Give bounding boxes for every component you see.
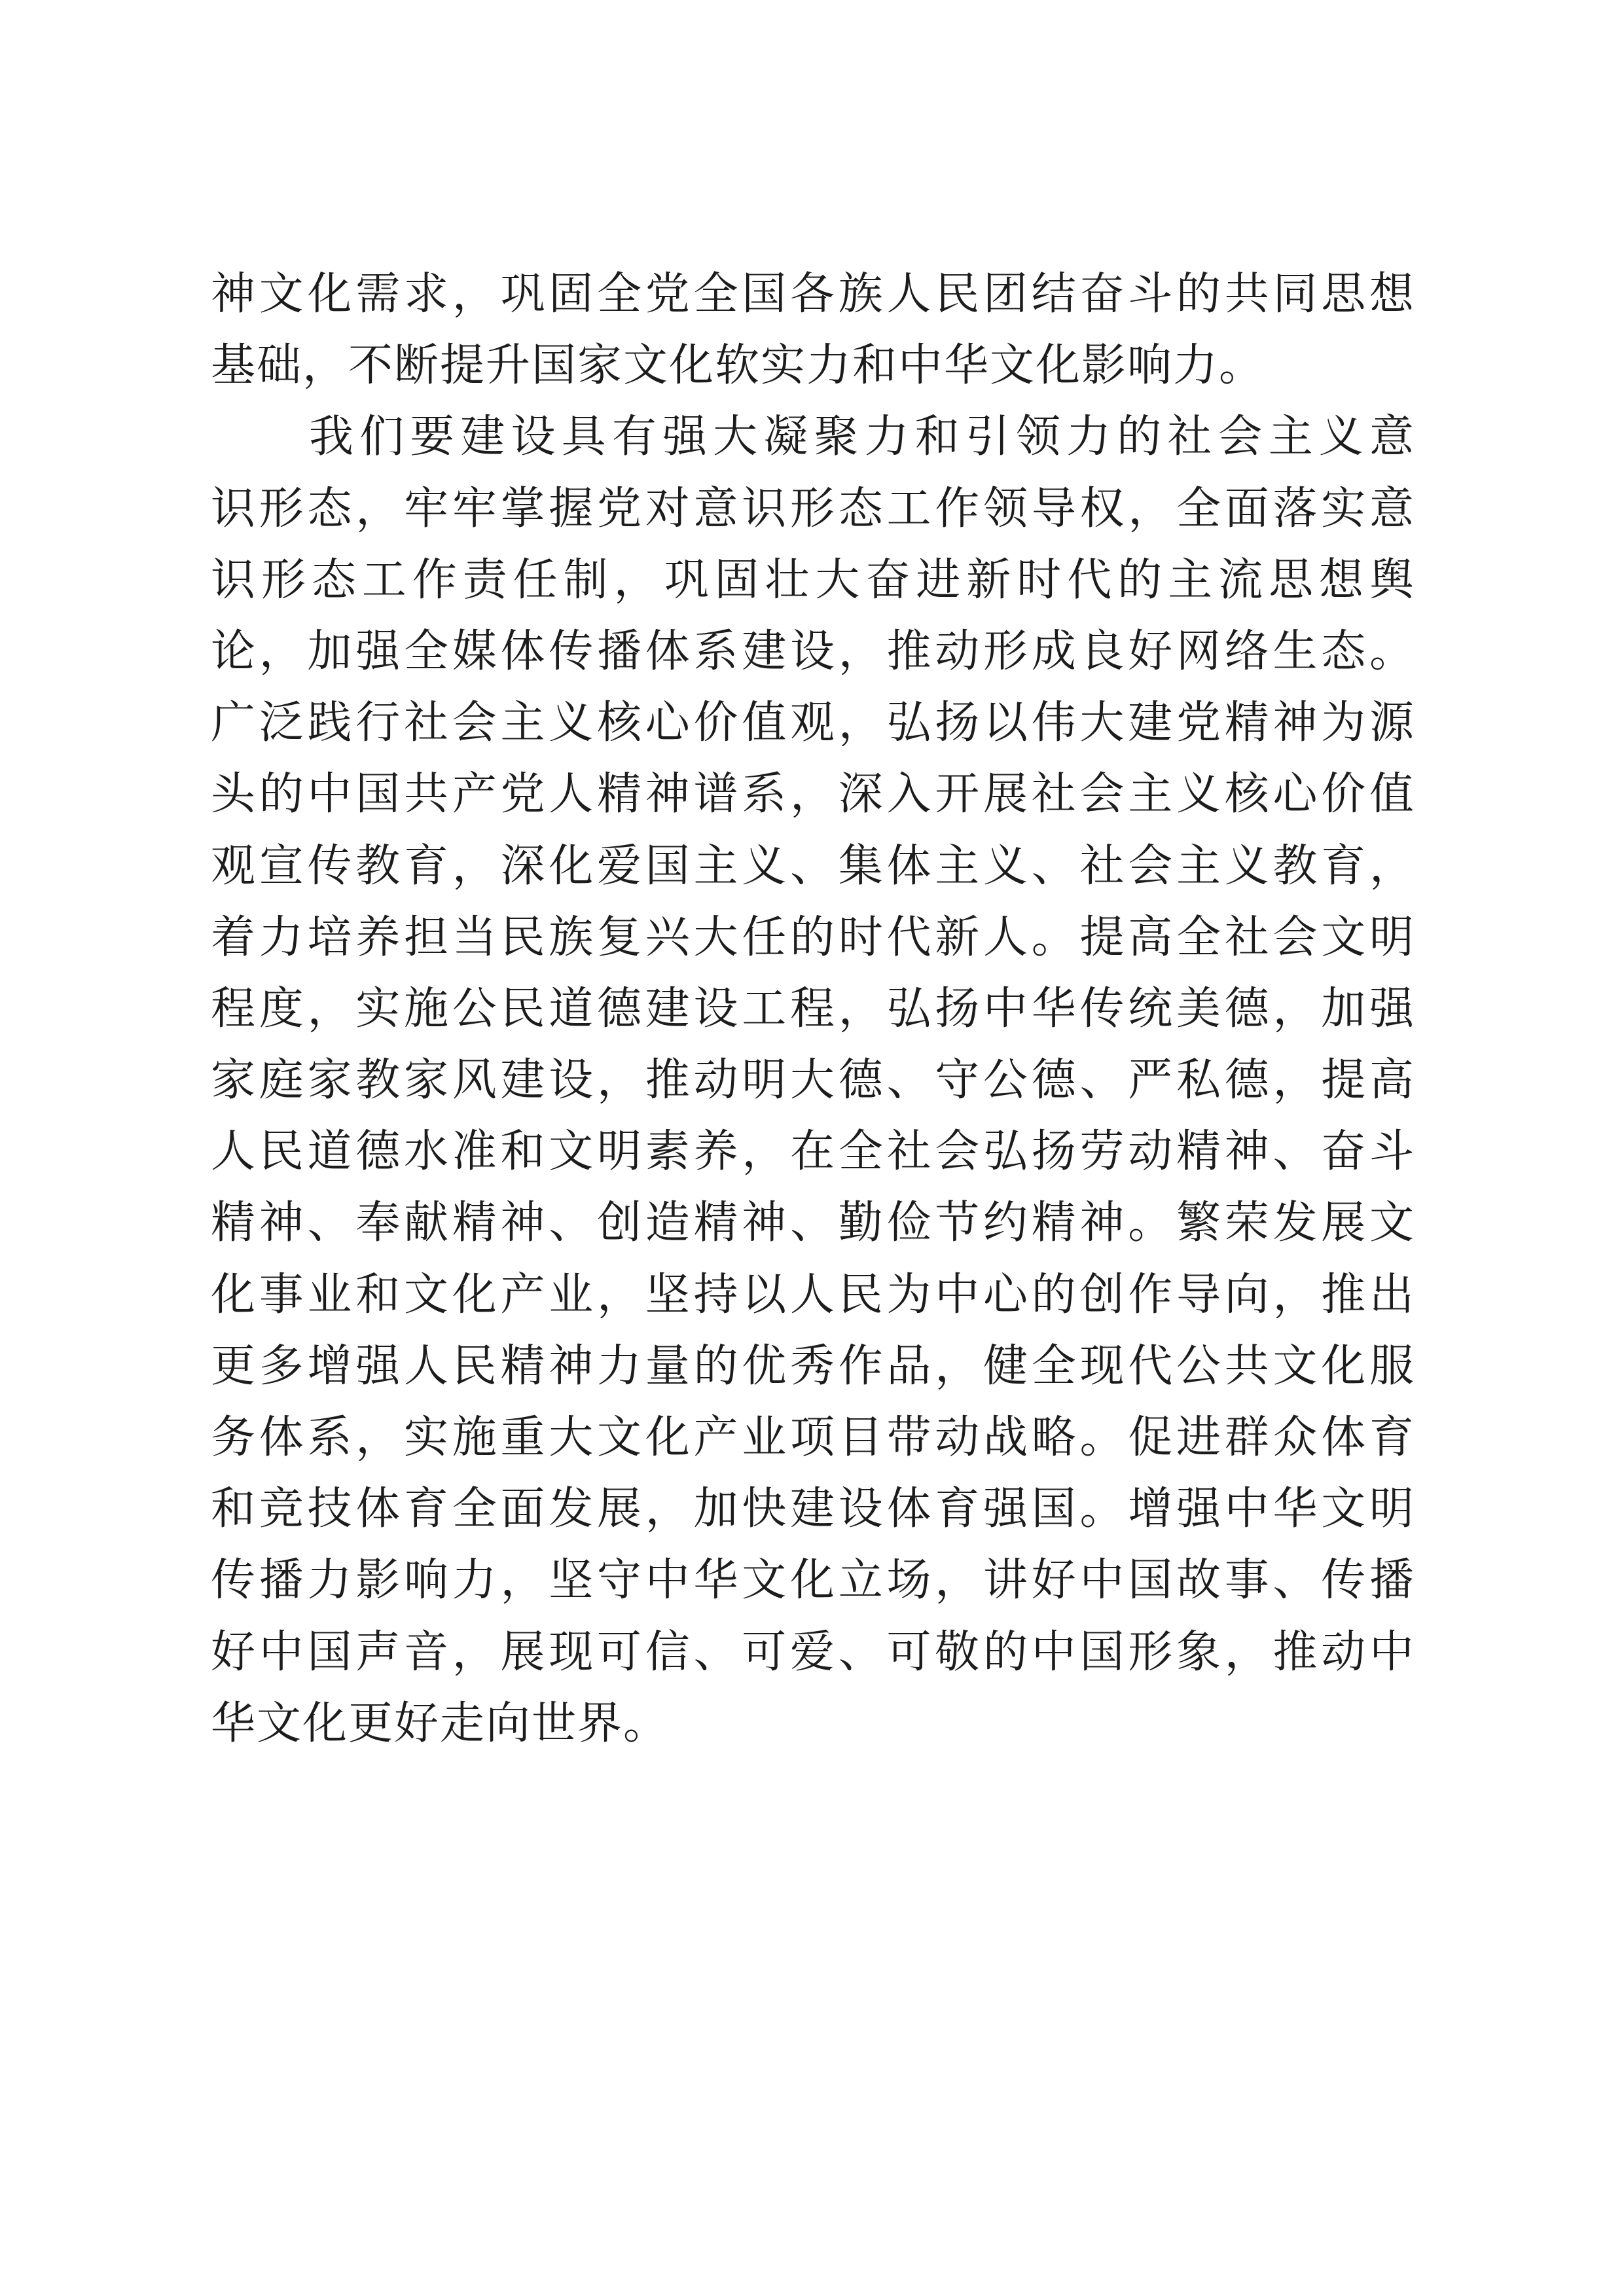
body-text — [211, 259, 1415, 1759]
text-line: 着力培养担当民族复兴大任的时代新人。提高全社会文明 — [211, 911, 1415, 963]
text-line: 神文化需求，巩固全党全国各族人民团结奋斗的共同思想 — [211, 268, 1415, 320]
text-line: 家庭家教家风建设，推动明大德、守公德、严私德，提高 — [211, 1054, 1415, 1107]
text-line: 化事业和文化产业，坚持以人民为中心的创作导向，推出 — [211, 1268, 1415, 1321]
text-line: 论，加强全媒体传播体系建设，推动形成良好网络生态。 — [211, 625, 1415, 677]
paragraph-end-line: 华文化更好走向世界。 — [211, 1697, 670, 1749]
text-line: 识形态工作责任制，巩固壮大奋进新时代的主流思想舆 — [211, 554, 1415, 606]
text-line: 头的中国共产党人精神谱系，深入开展社会主义核心价值 — [211, 768, 1415, 821]
text-line: 精神、奉献精神、创造精神、勤俭节约精神。繁荣发展文 — [211, 1197, 1415, 1249]
text-line: 广泛践行社会主义核心价值观，弘扬以伟大建党精神为源 — [211, 697, 1415, 749]
text-line: 传播力影响力，坚守中华文化立场，讲好中国故事、传播 — [211, 1554, 1415, 1607]
paragraph-first-line: 我们要建设具有强大凝聚力和引领力的社会主义意 — [309, 411, 1415, 463]
text-line: 识形态，牢牢掌握党对意识形态工作领导权，全面落实意 — [211, 482, 1415, 535]
text-line: 更多增强人民精神力量的优秀作品，健全现代公共文化服 — [211, 1340, 1415, 1392]
text-line: 和竞技体育全面发展，加快建设体育强国。增强中华文明 — [211, 1483, 1415, 1535]
paragraph-end-line: 基础，不断提升国家文化软实力和中华文化影响力。 — [211, 340, 1265, 392]
text-line: 务体系，实施重大文化产业项目带动战略。促进群众体育 — [211, 1412, 1415, 1463]
text-line: 人民道德水准和文明素养，在全社会弘扬劳动精神、奋斗 — [211, 1126, 1415, 1178]
text-line: 好中国声音，展现可信、可爱、可敬的中国形象，推动中 — [211, 1626, 1415, 1678]
text-line: 程度，实施公民道德建设工程，弘扬中华传统美德，加强 — [211, 982, 1415, 1035]
text-line: 观宣传教育，深化爱国主义、集体主义、社会主义教育， — [211, 840, 1415, 892]
